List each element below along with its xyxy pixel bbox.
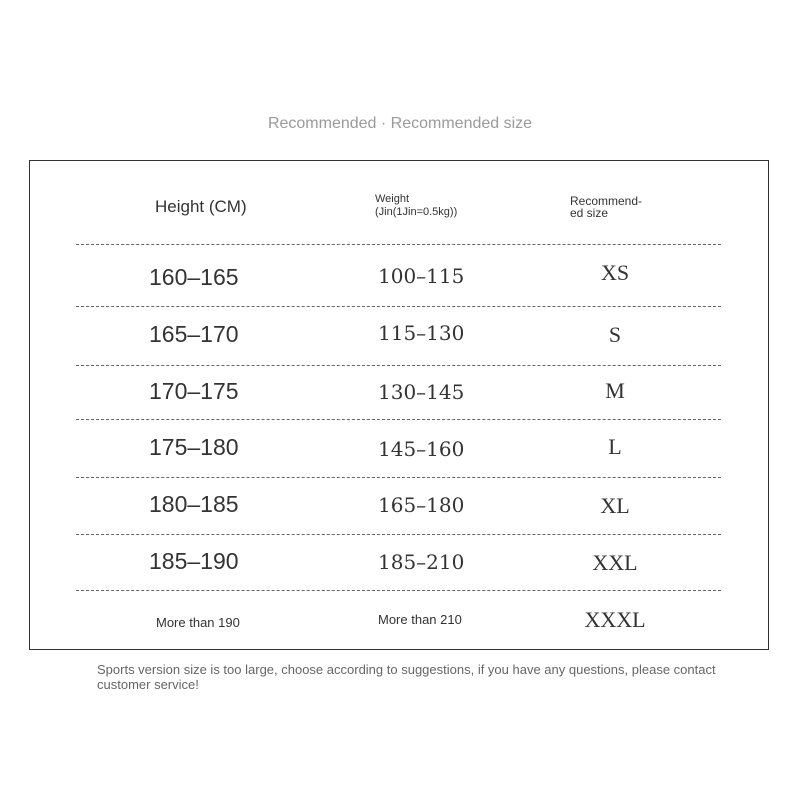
row-3-height: 175–180 <box>149 434 239 460</box>
header-height: Height (CM) <box>155 197 247 216</box>
size-table <box>29 160 769 650</box>
row-5-size: XXL <box>592 550 638 575</box>
row-3-size: L <box>608 434 622 459</box>
page-title: Recommended · Recommended size <box>267 115 533 132</box>
row-0-size: XS <box>600 260 630 285</box>
row-5-weight: 185–210 <box>378 550 465 574</box>
row-1-height: 165–170 <box>149 321 239 347</box>
row-6-height: More than 190 <box>156 615 240 630</box>
row-4-height: 180–185 <box>149 491 239 517</box>
row-0-weight: 100–115 <box>378 264 465 288</box>
row-4-size: XL <box>600 493 630 518</box>
row-6-weight: More than 210 <box>378 612 462 627</box>
row-4-weight: 165–180 <box>378 493 465 517</box>
row-0-height: 160–165 <box>149 264 239 290</box>
header-weight-line1: Weight <box>375 193 410 205</box>
row-divider <box>76 365 721 366</box>
row-divider <box>76 244 721 245</box>
row-6-size: XXXL <box>584 607 646 632</box>
header-weight-line2: (Jin(1Jin=0.5kg)) <box>375 206 458 218</box>
header-size-line1: Recommend- <box>570 194 643 208</box>
row-divider <box>76 590 721 591</box>
header-size <box>570 195 670 219</box>
row-divider <box>76 306 721 307</box>
footnote: Sports version size is too large, choose according to suggestions, if you have any questions, please contact customer service! <box>97 662 716 692</box>
row-2-size: M <box>605 378 625 403</box>
header-weight <box>375 193 535 219</box>
row-3-weight: 145–160 <box>378 437 465 461</box>
row-divider <box>76 477 721 478</box>
row-divider <box>76 419 721 420</box>
row-5-height: 185–190 <box>149 548 239 574</box>
row-2-weight: 130–145 <box>378 380 465 404</box>
row-1-size: S <box>608 322 622 347</box>
header-size-line2: ed size <box>570 206 609 220</box>
row-divider <box>76 534 721 535</box>
row-2-height: 170–175 <box>149 378 239 404</box>
row-1-weight: 115–130 <box>378 321 465 345</box>
